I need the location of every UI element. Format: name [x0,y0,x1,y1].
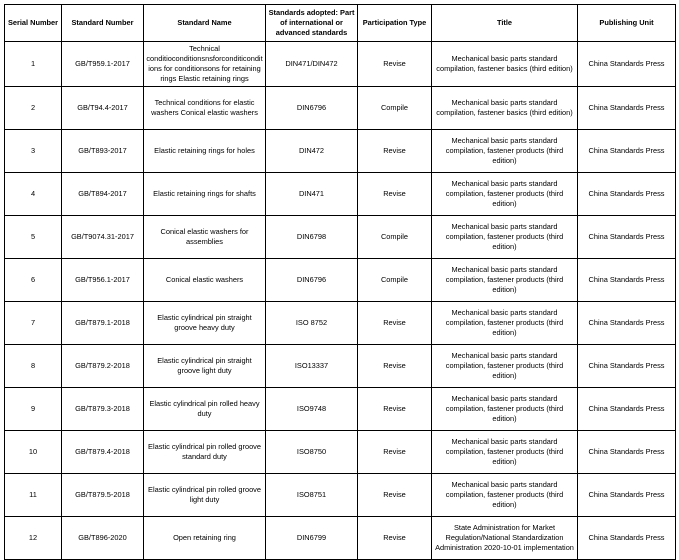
table-row [5,172,676,215]
cell-serial: 2 [5,86,62,129]
cell-name: Elastic retaining rings for shafts [144,172,266,215]
cell-number: GB/T879.1-2018 [62,301,144,344]
cell-name: Elastic cylindrical pin rolled groove light duty [144,473,266,516]
table-row [5,301,676,344]
cell-number: GB/T879.2-2018 [62,344,144,387]
cell-adopted: DIN6799 [266,516,358,559]
cell-pub: China Standards Press [578,473,676,516]
cell-adopted: ISO8750 [266,430,358,473]
cell-serial: 4 [5,172,62,215]
cell-name: Technical conditioconditionsnsforconditiconditions for conditionsons for retaining rings Elastic retaining rings [144,41,266,86]
cell-serial: 9 [5,387,62,430]
table-row [5,129,676,172]
cell-adopted: DIN6798 [266,215,358,258]
cell-name: Elastic cylindrical pin rolled groove standard duty [144,430,266,473]
cell-pub: China Standards Press [578,41,676,86]
cell-adopted: DIN472 [266,129,358,172]
cell-number: GB/T879.3-2018 [62,387,144,430]
cell-serial: 8 [5,344,62,387]
cell-name: Elastic retaining rings for holes [144,129,266,172]
table-row [5,516,676,559]
cell-number: GB/T959.1-2017 [62,41,144,86]
table-row [5,387,676,430]
cell-pub: China Standards Press [578,215,676,258]
cell-pub: China Standards Press [578,301,676,344]
column-header-standards-adopted: Standards adopted: Part of international or advanced standards [266,5,358,42]
cell-title: Mechanical basic parts standard compilation, fastener products (third edition) [432,473,578,516]
cell-name: Elastic cylindrical pin straight groove light duty [144,344,266,387]
cell-part: Revise [358,473,432,516]
cell-adopted: DIN6796 [266,258,358,301]
table-row [5,86,676,129]
cell-number: GB/T9074.31-2017 [62,215,144,258]
cell-title: Mechanical basic parts standard compilation, fastener products (third edition) [432,430,578,473]
cell-part: Revise [358,129,432,172]
cell-part: Revise [358,172,432,215]
cell-pub: China Standards Press [578,129,676,172]
cell-number: GB/T896-2020 [62,516,144,559]
cell-pub: China Standards Press [578,344,676,387]
cell-title: Mechanical basic parts standard compilation, fastener products (third edition) [432,172,578,215]
cell-adopted: ISO 8752 [266,301,358,344]
cell-number: GB/T956.1-2017 [62,258,144,301]
cell-number: GB/T94.4-2017 [62,86,144,129]
cell-part: Revise [358,430,432,473]
cell-number: GB/T894-2017 [62,172,144,215]
cell-part: Revise [358,516,432,559]
table-row [5,258,676,301]
column-header-serial-number: Serial Number [5,5,62,42]
table-row [5,344,676,387]
cell-title: Mechanical basic parts standard compilation, fastener products (third edition) [432,387,578,430]
cell-pub: China Standards Press [578,387,676,430]
cell-serial: 11 [5,473,62,516]
cell-title: State Administration for Market Regulation/National Standardization Administration 2020-10-01 implementation [432,516,578,559]
cell-name: Conical elastic washers for assemblies [144,215,266,258]
cell-name: Open retaining ring [144,516,266,559]
column-header-standard-number: Standard Number [62,5,144,42]
cell-title: Mechanical basic parts standard compilation, fastener products (third edition) [432,258,578,301]
cell-number: GB/T879.4-2018 [62,430,144,473]
column-header-standard-name: Standard Name [144,5,266,42]
cell-number: GB/T879.5-2018 [62,473,144,516]
cell-adopted: ISO8751 [266,473,358,516]
cell-pub: China Standards Press [578,516,676,559]
cell-serial: 1 [5,41,62,86]
cell-pub: China Standards Press [578,430,676,473]
cell-title: Mechanical basic parts standard compilation, fastener products (third edition) [432,301,578,344]
cell-adopted: ISO9748 [266,387,358,430]
cell-pub: China Standards Press [578,86,676,129]
table-header-row [5,5,676,42]
cell-part: Revise [358,387,432,430]
cell-serial: 6 [5,258,62,301]
table-row [5,430,676,473]
cell-part: Compile [358,86,432,129]
cell-title: Mechanical basic parts standard compilation, fastener products (third edition) [432,129,578,172]
table-row [5,215,676,258]
cell-name: Conical elastic washers [144,258,266,301]
standards-table [4,4,676,560]
cell-part: Revise [358,344,432,387]
column-header-publishing-unit: Publishing Unit [578,5,676,42]
cell-title: Mechanical basic parts standard compilation, fastener basics (third edition) [432,41,578,86]
cell-adopted: DIN471 [266,172,358,215]
table-header [5,5,676,42]
table-row [5,41,676,86]
cell-adopted: DIN6796 [266,86,358,129]
cell-part: Compile [358,215,432,258]
cell-serial: 7 [5,301,62,344]
cell-serial: 3 [5,129,62,172]
cell-part: Revise [358,41,432,86]
column-header-title: Title [432,5,578,42]
cell-adopted: DIN471/DIN472 [266,41,358,86]
cell-part: Compile [358,258,432,301]
table-row [5,473,676,516]
cell-name: Technical conditions for elastic washers Conical elastic washers [144,86,266,129]
cell-part: Revise [358,301,432,344]
cell-title: Mechanical basic parts standard compilation, fastener products (third edition) [432,215,578,258]
cell-name: Elastic cylindrical pin straight groove heavy duty [144,301,266,344]
cell-number: GB/T893-2017 [62,129,144,172]
cell-title: Mechanical basic parts standard compilation, fastener basics (third edition) [432,86,578,129]
cell-serial: 12 [5,516,62,559]
cell-title: Mechanical basic parts standard compilation, fastener products (third edition) [432,344,578,387]
cell-pub: China Standards Press [578,258,676,301]
cell-pub: China Standards Press [578,172,676,215]
cell-serial: 5 [5,215,62,258]
column-header-participation-type: Participation Type [358,5,432,42]
cell-serial: 10 [5,430,62,473]
table-body [5,41,676,559]
cell-adopted: ISO13337 [266,344,358,387]
cell-name: Elastic cylindrical pin rolled heavy duty [144,387,266,430]
